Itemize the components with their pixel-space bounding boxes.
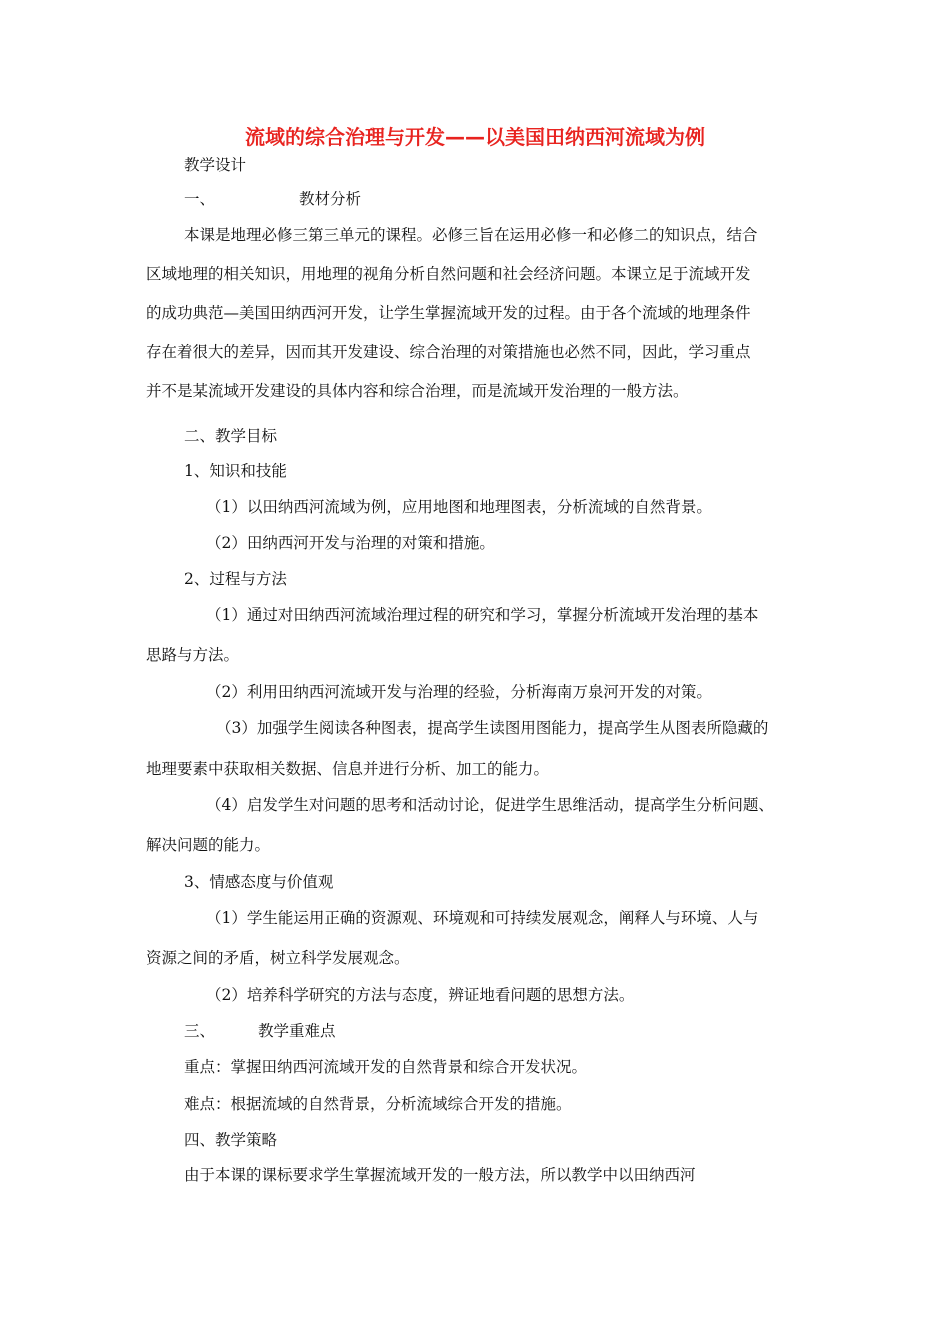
document-subtitle: 教学设计 bbox=[184, 156, 247, 174]
paragraph-line: 区域地理的相关知识，用地理的视角分析自然问题和社会经济问题。本课立足于流域开发 bbox=[146, 265, 751, 283]
subsection-heading: 3、情感态度与价值观 bbox=[184, 873, 334, 891]
section-3-number: 三、 bbox=[184, 1022, 216, 1040]
paragraph-line: 存在着很大的差异，因而其开发建设、综合治理的对策措施也必然不同，因此，学习重点 bbox=[146, 343, 751, 361]
section-4-heading: 四、教学策略 bbox=[184, 1131, 278, 1149]
paragraph-line: 的成功典范—美国田纳西河开发，让学生掌握流域开发的过程。由于各个流域的地理条件 bbox=[146, 304, 751, 322]
list-item-continuation: 地理要素中获取相关数据、信息并进行分析、加工的能力。 bbox=[146, 760, 550, 778]
section-1-number: 一、 bbox=[184, 190, 216, 208]
document-title: 流域的综合治理与开发——以美国田纳西河流域为例 bbox=[245, 125, 705, 149]
section-1-title: 教材分析 bbox=[299, 190, 362, 208]
list-item: （2）培养科学研究的方法与态度，辨证地看问题的思想方法。 bbox=[206, 986, 635, 1004]
list-item: （1）以田纳西河流域为例，应用地图和地理图表，分析流域的自然背景。 bbox=[206, 498, 712, 516]
list-item-continuation: 思路与方法。 bbox=[146, 646, 240, 664]
list-item-continuation: 资源之间的矛盾，树立科学发展观念。 bbox=[146, 949, 410, 967]
list-item: （1）通过对田纳西河流域治理过程的研究和学习，掌握分析流域开发治理的基本 bbox=[206, 606, 759, 624]
list-item: （2）利用田纳西河流域开发与治理的经验，分析海南万泉河开发的对策。 bbox=[206, 683, 712, 701]
key-point: 重点：掌握田纳西河流域开发的自然背景和综合开发状况。 bbox=[184, 1058, 588, 1076]
subsection-heading: 1、知识和技能 bbox=[184, 462, 287, 480]
paragraph-line: 由于本课的课标要求学生掌握流域开发的一般方法，所以教学中以田纳西河 bbox=[184, 1166, 696, 1184]
subsection-heading: 2、过程与方法 bbox=[184, 570, 287, 588]
list-item: （1）学生能运用正确的资源观、环境观和可持续发展观念，阐释人与环境、人与 bbox=[206, 909, 759, 927]
section-1-heading bbox=[184, 189, 361, 209]
section-3-title: 教学重难点 bbox=[258, 1022, 336, 1040]
list-item: （2）田纳西河开发与治理的对策和措施。 bbox=[206, 534, 495, 552]
difficult-point: 难点：根据流域的自然背景，分析流域综合开发的措施。 bbox=[184, 1095, 572, 1113]
paragraph-line: 并不是某流域开发建设的具体内容和综合治理，而是流域开发治理的一般方法。 bbox=[146, 382, 689, 400]
section-3-heading bbox=[184, 1021, 336, 1041]
list-item-continuation: 解决问题的能力。 bbox=[146, 836, 271, 854]
list-item: （3）加强学生阅读各种图表，提高学生读图用图能力，提高学生从图表所隐藏的 bbox=[216, 719, 769, 737]
paragraph-line: 本课是地理必修三第三单元的课程。必修三旨在运用必修一和必修二的知识点，结合 bbox=[184, 226, 758, 244]
section-2-heading: 二、教学目标 bbox=[184, 427, 278, 445]
list-item: （4）启发学生对问题的思考和活动讨论，促进学生思维活动，提高学生分析问题、 bbox=[206, 796, 774, 814]
